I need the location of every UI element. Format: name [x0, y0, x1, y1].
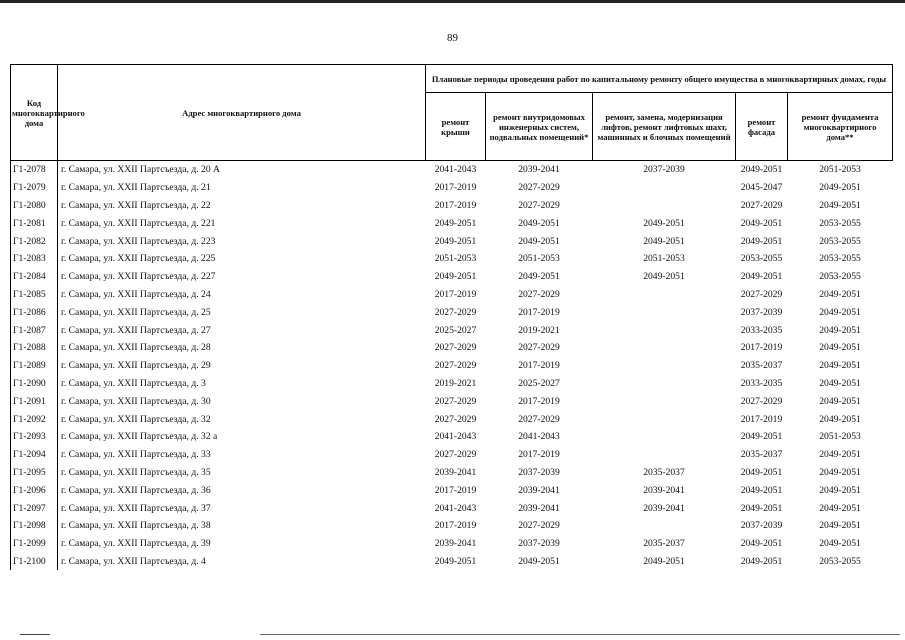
cell-code: Г1-2087	[11, 321, 58, 339]
cell-facade: 2049-2051	[740, 431, 783, 443]
col-header-address: Адрес многоквартирного дома	[58, 65, 426, 161]
cell-engineering: 2037-2039	[518, 538, 560, 550]
table-row	[11, 517, 893, 535]
cell-address: г. Самара, ул. XXII Партсъезда, д. 38	[61, 520, 211, 532]
table-row	[11, 410, 893, 428]
cell-facade: 2049-2051	[740, 484, 783, 496]
table-row	[11, 197, 893, 215]
cell-engineering: 2049-2051	[518, 271, 560, 283]
cell-address: г. Самара, ул. XXII Партсъезда, д. 29	[61, 360, 211, 372]
cell-elevators: 2049-2051	[643, 217, 685, 229]
cell-engineering: 2051-2053	[518, 253, 560, 265]
cell-address: г. Самара, ул. XXII Партсъезда, д. 36	[61, 484, 211, 496]
table-row	[11, 321, 893, 339]
cell-address: г. Самара, ул. XXII Партсъезда, д. 24	[61, 288, 211, 300]
cell-code: Г1-2088	[11, 339, 58, 357]
table-row	[11, 286, 893, 304]
cell-code: Г1-2093	[11, 428, 58, 446]
table-row	[11, 375, 893, 393]
top-rule	[0, 0, 905, 3]
cell-elevators: 2049-2051	[643, 271, 685, 283]
cell-facade: 2049-2051	[740, 538, 783, 550]
cell-foundation: 2049-2051	[819, 538, 861, 550]
cell-facade: 2049-2051	[740, 555, 783, 567]
cell-address: г. Самара, ул. XXII Партсъезда, д. 221	[61, 217, 216, 229]
table-row	[11, 250, 893, 268]
cell-foundation: 2049-2051	[819, 377, 861, 389]
table-body	[11, 161, 893, 571]
cell-address: г. Самара, ул. XXII Партсъезда, д. 3	[61, 377, 206, 389]
cell-engineering: 2027-2029	[518, 288, 560, 300]
cell-roof: 2041-2043	[434, 431, 477, 443]
cell-roof: 2049-2051	[434, 555, 477, 567]
cell-code: Г1-2090	[11, 375, 58, 393]
cell-roof: 2051-2053	[434, 253, 477, 265]
cell-facade: 2027-2029	[740, 288, 783, 300]
cell-elevators: 2039-2041	[643, 502, 685, 514]
cell-code: Г1-2099	[11, 535, 58, 553]
cell-facade: 2035-2037	[740, 449, 783, 461]
table-row	[11, 446, 893, 464]
cell-foundation: 2051-2053	[819, 431, 861, 443]
cell-engineering: 2017-2019	[518, 449, 560, 461]
col-header-engineering: ремонт внутридомовых инженерных систем, подвальных помещений*	[486, 93, 593, 161]
cell-foundation: 2049-2051	[819, 306, 861, 318]
cell-address: г. Самара, ул. XXII Партсъезда, д. 28	[61, 342, 211, 354]
cell-engineering: 2027-2029	[518, 520, 560, 532]
cell-address: г. Самара, ул. XXII Партсъезда, д. 35	[61, 466, 211, 478]
cell-foundation: 2049-2051	[819, 484, 861, 496]
cell-roof: 2027-2029	[434, 306, 477, 318]
cell-engineering: 2049-2051	[518, 555, 560, 567]
cell-engineering: 2039-2041	[486, 161, 593, 179]
cell-code: Г1-2097	[11, 499, 58, 517]
cell-elevators	[593, 303, 736, 321]
bottom-rule	[20, 634, 50, 635]
table-row	[11, 481, 893, 499]
cell-elevators	[593, 428, 736, 446]
cell-roof: 2017-2019	[434, 484, 477, 496]
cell-engineering: 2017-2019	[518, 360, 560, 372]
cell-address: г. Самара, ул. XXII Партсъезда, д. 30	[61, 395, 211, 407]
bottom-rule	[260, 634, 900, 635]
cell-engineering: 2025-2027	[518, 377, 560, 389]
cell-code: Г1-2080	[11, 197, 58, 215]
col-header-periods: Плановые периоды проведения работ по капитальному ремонту общего имущества в многоквартирных домах, годы	[426, 65, 893, 93]
cell-code: Г1-2100	[11, 553, 58, 571]
cell-foundation: 2053-2055	[819, 271, 861, 283]
cell-roof: 2039-2041	[434, 538, 477, 550]
cell-roof: 2017-2019	[434, 520, 477, 532]
cell-foundation: 2049-2051	[819, 466, 861, 478]
cell-elevators	[593, 321, 736, 339]
table-row	[11, 161, 893, 179]
cell-code: Г1-2086	[11, 303, 58, 321]
cell-address: г. Самара, ул. XXII Партсъезда, д. 4	[61, 555, 206, 567]
cell-roof: 2017-2019	[434, 199, 477, 211]
cell-elevators: 2037-2039	[593, 161, 736, 179]
cell-foundation: 2053-2055	[819, 217, 861, 229]
cell-elevators: 2049-2051	[643, 555, 685, 567]
cell-address: г. Самара, ул. XXII Партсъезда, д. 22	[61, 199, 211, 211]
col-header-facade: ремонт фасада	[736, 93, 788, 161]
cell-code: Г1-2078	[11, 161, 58, 179]
table-row	[11, 392, 893, 410]
cell-facade: 2033-2035	[740, 324, 783, 336]
page-number: 89	[447, 32, 458, 44]
col-header-code: Код многоквартирного дома	[11, 65, 58, 161]
cell-address: г. Самара, ул. XXII Партсъезда, д. 227	[61, 271, 216, 283]
cell-facade: 2049-2051	[736, 161, 788, 179]
cell-foundation: 2049-2051	[819, 288, 861, 300]
cell-roof: 2049-2051	[434, 217, 477, 229]
cell-elevators: 2039-2041	[643, 484, 685, 496]
cell-roof: 2027-2029	[434, 360, 477, 372]
cell-elevators	[593, 446, 736, 464]
cell-foundation: 2049-2051	[819, 520, 861, 532]
cell-engineering: 2027-2029	[518, 199, 560, 211]
cell-engineering: 2017-2019	[518, 395, 560, 407]
cell-address: г. Самара, ул. XXII Партсъезда, д. 37	[61, 502, 211, 514]
cell-facade: 2049-2051	[740, 466, 783, 478]
cell-code: Г1-2089	[11, 357, 58, 375]
cell-foundation: 2051-2053	[788, 161, 893, 179]
col-header-roof: ремонт крыши	[426, 93, 486, 161]
cell-elevators	[593, 179, 736, 197]
cell-foundation: 2049-2051	[819, 360, 861, 372]
cell-address: г. Самара, ул. XXII Партсъезда, д. 225	[61, 253, 216, 265]
cell-elevators: 2035-2037	[643, 538, 685, 550]
cell-foundation: 2049-2051	[819, 395, 861, 407]
cell-code: Г1-2083	[11, 250, 58, 268]
table-row	[11, 535, 893, 553]
cell-engineering: 2049-2051	[518, 217, 560, 229]
cell-facade: 2027-2029	[740, 199, 783, 211]
cell-code: Г1-2092	[11, 410, 58, 428]
cell-elevators	[593, 392, 736, 410]
cell-elevators	[593, 339, 736, 357]
cell-elevators	[593, 357, 736, 375]
cell-roof: 2027-2029	[434, 395, 477, 407]
cell-address: г. Самара, ул. XXII Партсъезда, д. 21	[61, 182, 211, 194]
table-row	[11, 357, 893, 375]
cell-foundation: 2049-2051	[819, 342, 861, 354]
cell-foundation: 2049-2051	[819, 502, 861, 514]
cell-roof: 2017-2019	[434, 288, 477, 300]
cell-roof: 2049-2051	[434, 235, 477, 247]
cell-engineering: 2041-2043	[518, 431, 560, 443]
cell-roof: 2027-2029	[434, 413, 477, 425]
cell-elevators	[593, 375, 736, 393]
cell-code: Г1-2098	[11, 517, 58, 535]
table-row	[11, 303, 893, 321]
table-row	[11, 179, 893, 197]
cell-engineering: 2049-2051	[518, 235, 560, 247]
cell-facade: 2017-2019	[740, 342, 783, 354]
cell-facade: 2035-2037	[740, 360, 783, 372]
table-row	[11, 268, 893, 286]
cell-roof: 2027-2029	[434, 342, 477, 354]
cell-engineering: 2027-2029	[518, 413, 560, 425]
cell-elevators	[593, 286, 736, 304]
table-row	[11, 428, 893, 446]
cell-facade: 2017-2019	[740, 413, 783, 425]
cell-elevators	[593, 197, 736, 215]
cell-foundation: 2049-2051	[819, 413, 861, 425]
cell-elevators: 2035-2037	[643, 466, 685, 478]
cell-address: г. Самара, ул. XXII Партсъезда, д. 27	[61, 324, 211, 336]
cell-code: Г1-2081	[11, 214, 58, 232]
cell-elevators: 2049-2051	[643, 235, 685, 247]
cell-foundation: 2053-2055	[819, 235, 861, 247]
cell-code: Г1-2085	[11, 286, 58, 304]
col-header-foundation: ремонт фундамента многоквартирного дома**	[788, 93, 893, 161]
table-row	[11, 553, 893, 571]
table-row	[11, 232, 893, 250]
cell-foundation: 2049-2051	[819, 199, 861, 211]
cell-engineering: 2017-2019	[518, 306, 560, 318]
cell-code: Г1-2084	[11, 268, 58, 286]
cell-elevators	[593, 517, 736, 535]
table-row	[11, 464, 893, 482]
cell-roof: 2041-2043	[426, 161, 486, 179]
cell-engineering: 2019-2021	[518, 324, 560, 336]
cell-address: г. Самара, ул. XXII Партсъезда, д. 33	[61, 449, 211, 461]
cell-roof: 2025-2027	[434, 324, 477, 336]
cell-facade: 2037-2039	[740, 520, 783, 532]
cell-engineering: 2039-2041	[518, 502, 560, 514]
cell-roof: 2039-2041	[434, 466, 477, 478]
cell-roof: 2027-2029	[434, 449, 477, 461]
cell-foundation: 2049-2051	[819, 324, 861, 336]
cell-roof: 2049-2051	[434, 271, 477, 283]
cell-elevators: 2051-2053	[643, 253, 685, 265]
cell-engineering: 2039-2041	[518, 484, 560, 496]
col-header-elevators: ремонт, замена, модернизация лифтов, ремонт лифтовых шахт, машинных и блочных помещений	[593, 93, 736, 161]
cell-facade: 2049-2051	[740, 235, 783, 247]
cell-address: г. Самара, ул. XXII Партсъезда, д. 223	[61, 235, 216, 247]
cell-roof: 2041-2043	[434, 502, 477, 514]
cell-code: Г1-2091	[11, 392, 58, 410]
cell-foundation: 2053-2055	[819, 253, 861, 265]
cell-foundation: 2049-2051	[819, 182, 861, 194]
cell-facade: 2053-2055	[740, 253, 783, 265]
table-row	[11, 339, 893, 357]
cell-facade: 2045-2047	[740, 182, 783, 194]
cell-roof: 2019-2021	[434, 377, 477, 389]
cell-code: Г1-2079	[11, 179, 58, 197]
cell-address: г. Самара, ул. XXII Партсъезда, д. 20 А	[58, 161, 426, 179]
cell-facade: 2049-2051	[740, 217, 783, 229]
cell-code: Г1-2082	[11, 232, 58, 250]
cell-facade: 2049-2051	[740, 502, 783, 514]
cell-facade: 2027-2029	[740, 395, 783, 407]
cell-facade: 2037-2039	[740, 306, 783, 318]
cell-address: г. Самара, ул. XXII Партсъезда, д. 32	[61, 413, 211, 425]
cell-foundation: 2053-2055	[819, 555, 861, 567]
cell-code: Г1-2095	[11, 464, 58, 482]
cell-code: Г1-2096	[11, 481, 58, 499]
cell-code: Г1-2094	[11, 446, 58, 464]
cell-engineering: 2037-2039	[518, 466, 560, 478]
table-row	[11, 214, 893, 232]
cell-elevators	[593, 410, 736, 428]
repair-schedule-table	[10, 64, 893, 570]
cell-facade: 2049-2051	[740, 271, 783, 283]
cell-engineering: 2027-2029	[518, 342, 560, 354]
cell-roof: 2017-2019	[434, 182, 477, 194]
cell-facade: 2033-2035	[740, 377, 783, 389]
table-row	[11, 499, 893, 517]
cell-address: г. Самара, ул. XXII Партсъезда, д. 25	[61, 306, 211, 318]
cell-foundation: 2049-2051	[819, 449, 861, 461]
cell-engineering: 2027-2029	[518, 182, 560, 194]
cell-address: г. Самара, ул. XXII Партсъезда, д. 32 а	[61, 431, 218, 443]
cell-address: г. Самара, ул. XXII Партсъезда, д. 39	[61, 538, 211, 550]
